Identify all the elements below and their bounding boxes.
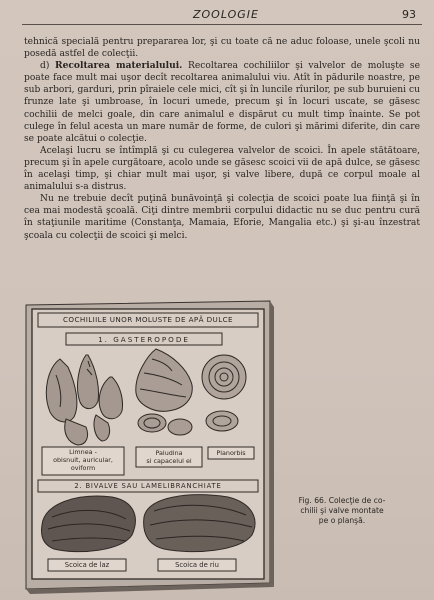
body-text [24,36,420,242]
shell-collection-figure [8,297,276,597]
figure-caption [282,496,402,526]
paludina-label-line1: Paludina [155,449,183,457]
caption-line1: Fig. 66. Colecţie de co- [298,496,386,505]
running-header [30,8,422,24]
scoica-riu-label: Scoica de riu [175,561,219,569]
paragraph-2 [24,60,420,145]
page-number: 93 [402,8,416,21]
header-rule [22,24,422,25]
board-edge-right [270,301,274,587]
planorbis-label: Planorbis [216,449,246,457]
section2-heading: 2. BIVALVE SAU LAMELIBRANCHIATE [74,482,222,490]
caption-line2: chilii şi valve montate [300,506,384,515]
scoica-de-riu-valve [144,495,255,552]
paragraph-1: tehnică specială pentru prepararea lor, şi cu toate că ne aduc foloase, unele şcoli nu posedă astfel de colecţii. [24,37,420,60]
limnea-label-line2: obisnuit, auricular, [53,456,113,464]
paragraph-3: Acelaşi lucru se întîmplă şi cu culegerea valvelor de scoici. În apele stătătoare, precum şi în apele curgătoare, acolo unde se găsesc scoici vii de apă dulce, se găsesc în acelaşi timp, şi chiar mult mai uşor, şi valve libere, după ce corpul moale al animalului s-a distrus. [24,145,420,193]
limnea-label-line1: Limnea - [69,448,97,456]
caption-line3: pe o planşă. [318,516,366,525]
limnea-label [42,448,124,472]
scoica-laz-label: Scoica de laz [64,561,110,569]
section1-heading: 1. GASTEROPODE [98,335,190,344]
paragraph-2-heading: Recoltarea materialului. [55,60,183,72]
running-title: ZOOLOGIE [192,8,260,21]
paragraph-4: Nu ne trebuie decît puţină bunăvoinţă şi colecţia de scoici poate lua fiinţă şi în cea mai modestă şcoală. Ciţi dintre membrii corpului didactic nu se duc pentru cură în staţiunile maritime (Constanţa, Mamaia, Eforie, Mangalia etc.) şi şi-au înzestrat şcoala cu colecţii de scoici şi melci. [24,194,420,241]
figure-title: COCHILIILE UNOR MOLUSTE DE APĂ DULCE [63,315,233,324]
limnea-label-line3: oviform [70,464,96,472]
paragraph-2-text: Recoltarea cochiliilor şi valvelor de moluşte se poate face mult mai uşor decît recoltarea animalului viu. Atît în pădurile noastre, pe sub arbori, garduri, prin pîraiele cele mici, cît şi în luncile rîurilor, pe sub buruieni cu frunze late şi umbroase, în locuri umede, precum şi în locuri uscate, se găsesc cochilii de melci goale, din care animalul e dispărut cu mult timp înainte. Se pot culege în felul acesta un mare număr de forme, de culori şi mărimi diferite, din care se poate alcătui o colecţie. [24,61,420,144]
paragraph-2-lead: d) [40,61,56,72]
paludina-label [136,449,202,465]
paludina-label-line2: si capacelul ei [146,457,192,465]
